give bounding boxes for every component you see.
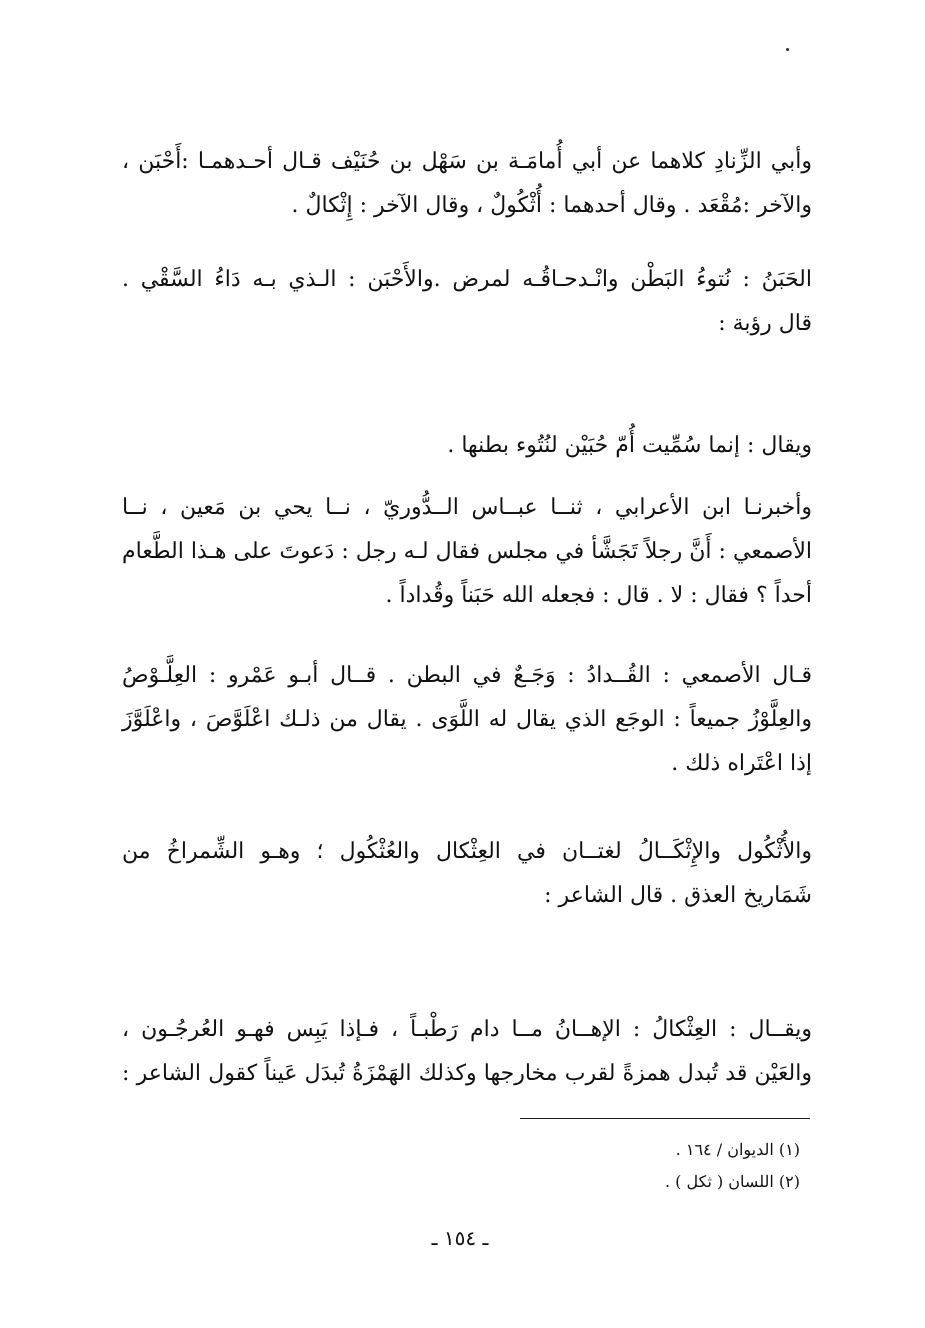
paragraph-line: قـال الأصمعي : القُــدادُ : وَجَـعٌ في البطن . قــال أبـو عَمْرو : العِلَّـوْصُ	[122, 663, 812, 688]
paragraph-line: والعَيْن قد تُبدل همزةً لقرب مخارجها وكذلك الهَمْزَةُ تُبدَل عَيناً كقول الشاعر :	[122, 1061, 812, 1086]
footnote-1: (١) الديوان / ١٦٤ .	[675, 1140, 800, 1159]
paragraph-line: ويقــال : العِثْكالُ : الإهــانُ مــا دام رَطْبـاً ، فـإذا يَبِس فهـو العُرجُـون ،	[122, 1017, 812, 1042]
footnote-2: (٢) اللسان ( ثكل ) .	[664, 1172, 800, 1191]
paragraph-3	[122, 424, 812, 468]
paragraph-4	[122, 486, 812, 618]
paragraph-line: قال رؤبة :	[718, 311, 812, 336]
paragraph-2	[122, 258, 812, 346]
paragraph-7	[122, 1008, 812, 1096]
page-number: ـ ١٥٤ ـ	[431, 1226, 489, 1250]
paragraph-line: ويقال : إنما سُمِّيت أُمّ حُبَيْن لنُتُوء بطنها .	[447, 433, 812, 458]
paragraph-line: وأبي الزِّنادِ كلاهما عن أبي أُمامَـة بن سَهْل بن حُنَيْف قـال أحـدهمـا :أَحْبَن ،	[122, 149, 812, 174]
footnote-separator	[520, 1118, 810, 1119]
paragraph-line: إذا اعْتَراه ذلك .	[671, 751, 812, 776]
paragraph-1	[122, 140, 812, 228]
paragraph-6	[122, 830, 812, 918]
paragraph-line: والعِلَّوْزُ جميعاً : الوجَع الذي يقال له اللَّوَى . يقال من ذلـك اعْلَوَّصَ ، واعْلَوَّزَ	[122, 707, 812, 732]
paragraph-line: والآخر :مُقْعَد . وقال أحدهما : أُثْكُولٌ ، وقال الآخر : إِثْكالٌ .	[291, 193, 812, 218]
paragraph-line: وأخبرنـا ابن الأعرابي ، ثنــا عبــاس الــدُّوريّ ، نــا يحي بن مَعين ، نــا	[122, 495, 812, 520]
paragraph-line: والأُثْكُول والإِثْكَــالُ لغتــان في العِثْكال والعُثْكُول ؛ وهـو الشِّمراخُ من	[122, 839, 812, 864]
paragraph-line: الحَبَنُ : نُتوءُ البَطْن وانْـدحـاقُـه لمرض .والأَحْبَن : الـذي بـه دَاءُ السَّقْي .	[122, 267, 812, 292]
paragraph-line: أحداً ؟ فقال : لا . قال : فجعله الله حَبَناً وقُداداً .	[385, 583, 812, 608]
scan-speck	[786, 48, 789, 51]
paragraph-5	[122, 654, 812, 786]
paragraph-line: الأصمعي : أَنَّ رجلاً تَجَشَّأ في مجلس فقال لـه رجل : دَعوتَ على هـذا الطَّعام	[122, 539, 812, 564]
paragraph-line: شَمَاريخ العذق . قال الشاعر :	[544, 883, 812, 908]
